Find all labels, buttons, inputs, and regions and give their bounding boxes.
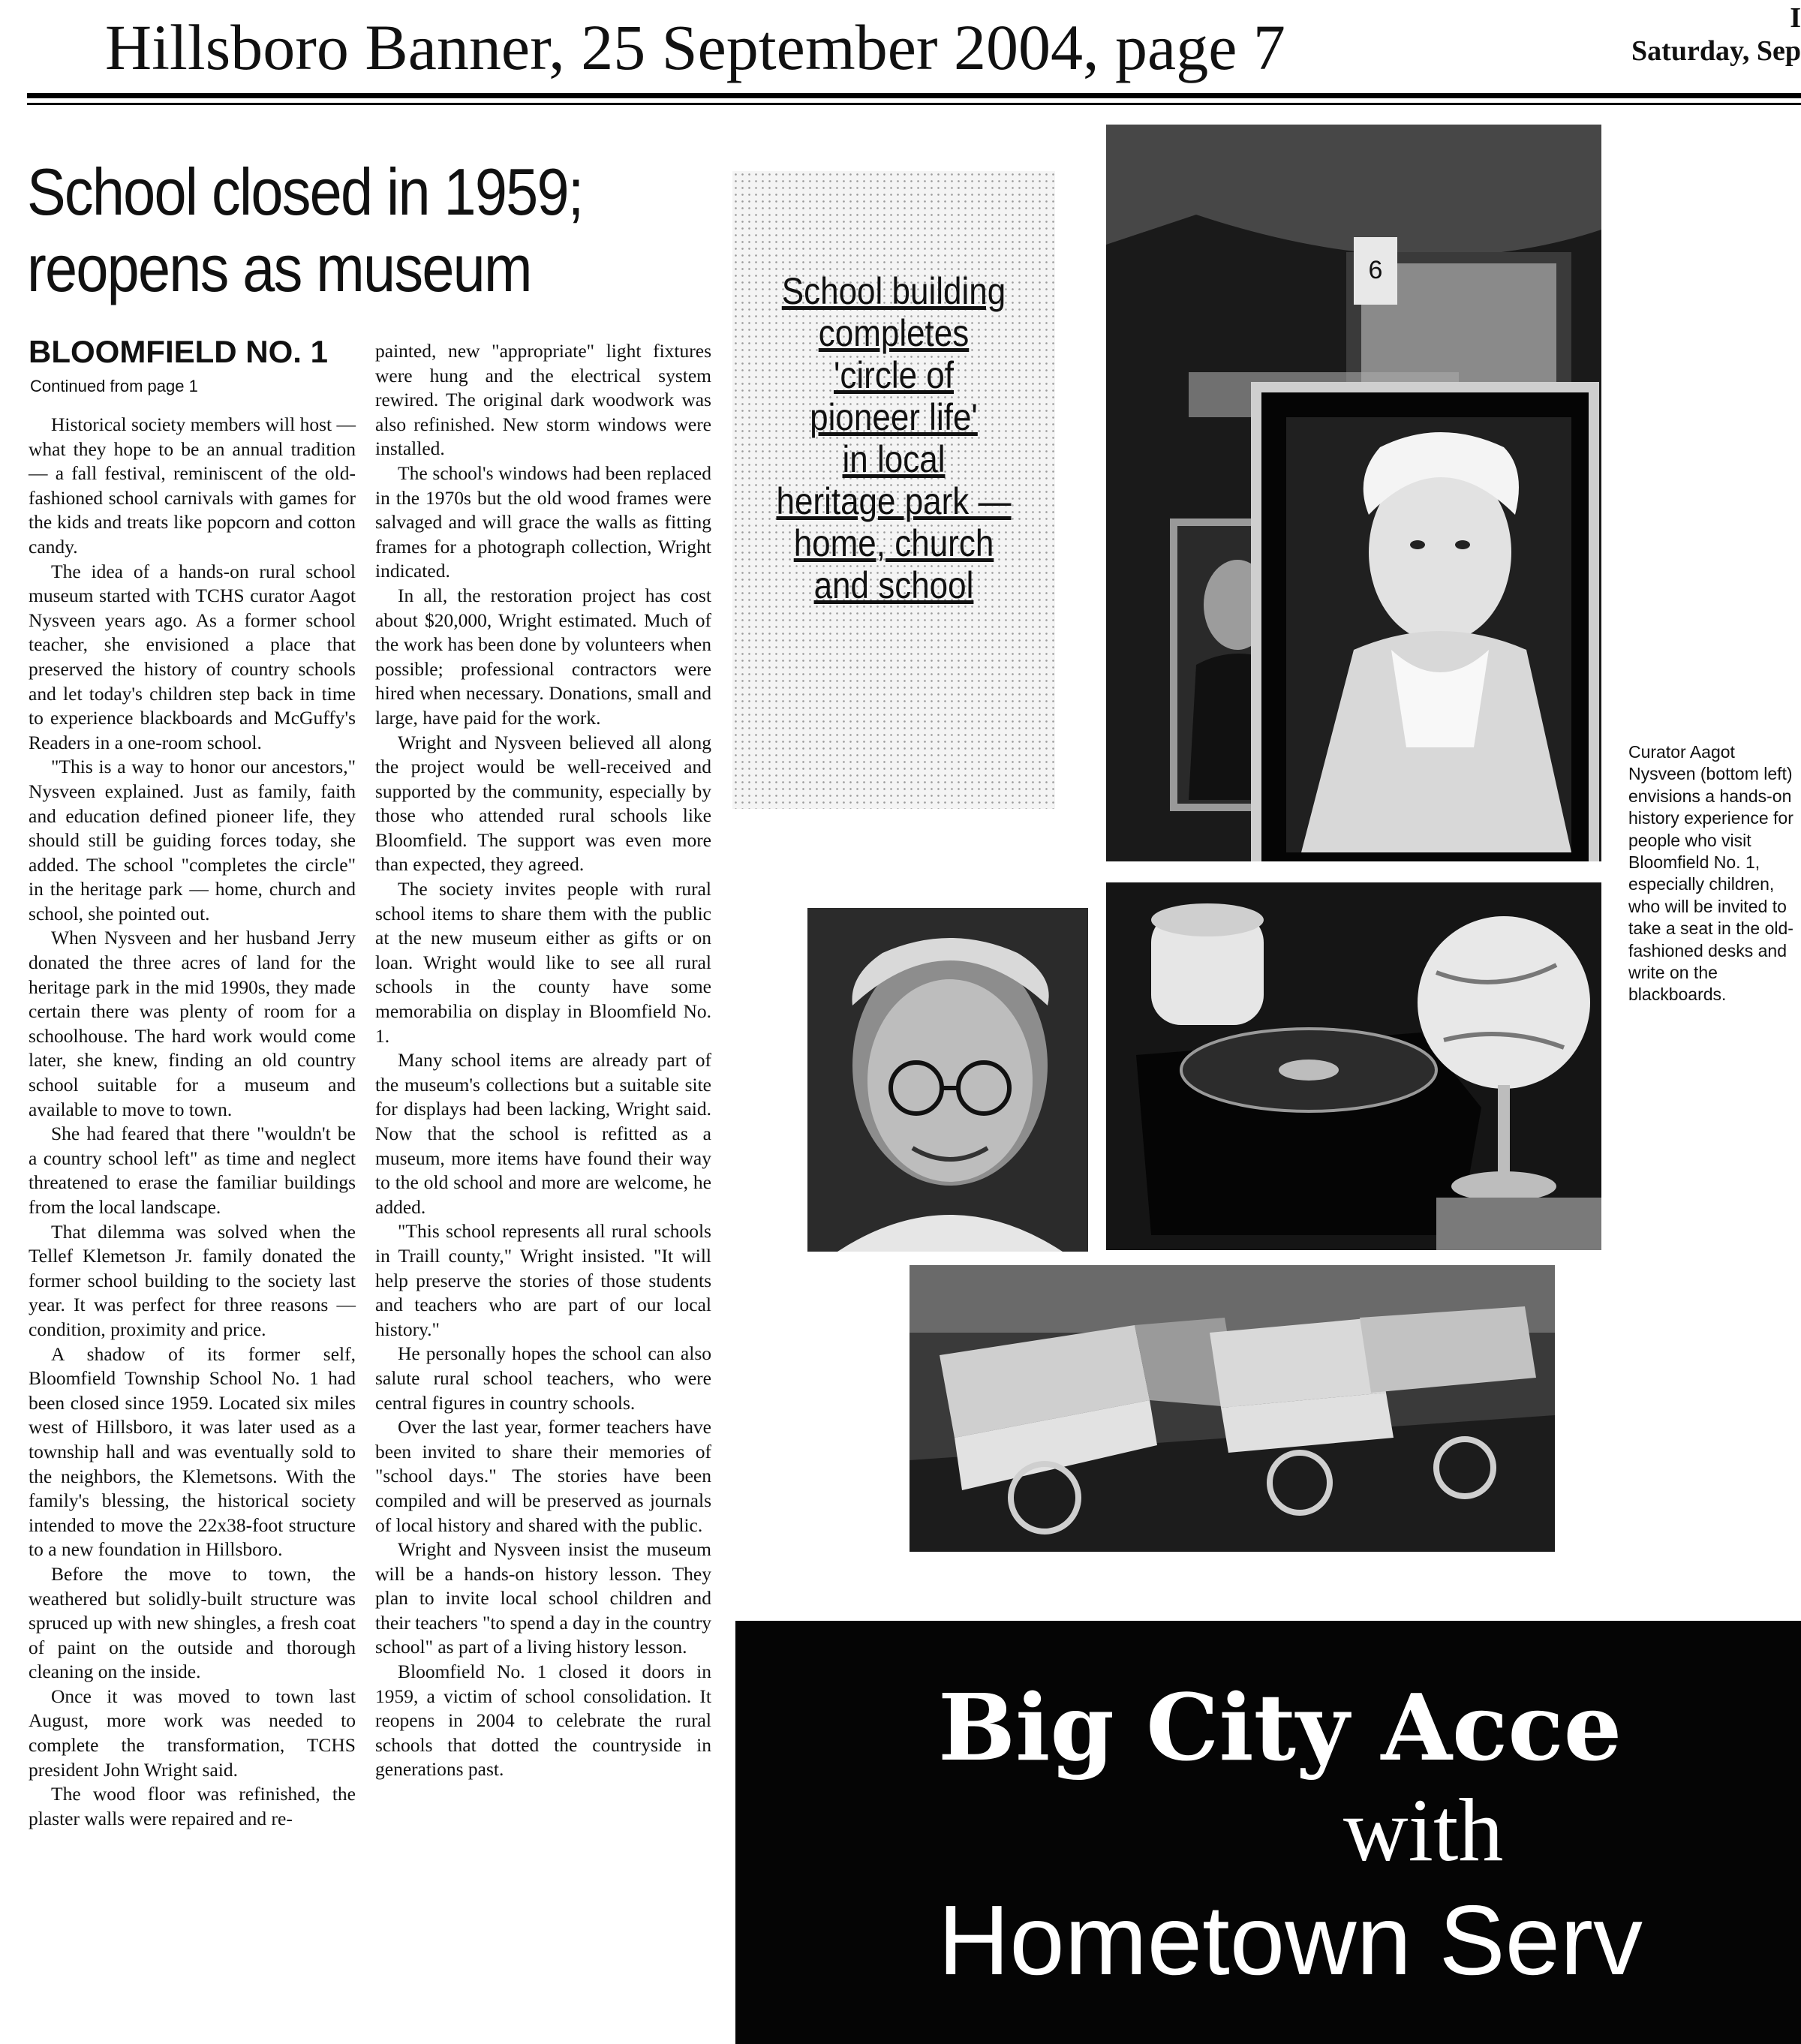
ad-line-1: Big City Acce [938, 1673, 1622, 1781]
paragraph: painted, new "appropriate" light fixtures were hung and the electrical system rewired. The original dark woodwork was also refinished. New storm windows were installed. [375, 340, 711, 460]
article-column-2 [375, 339, 711, 1782]
paragraph: Wright and Nysveen believed all along the project would be well-received and supported by the community, especially by those who attended rural schools like Bloomfield. The support was even more than expected, they agreed. [375, 731, 711, 876]
paragraph: "This is a way to honor our ancestors," Nysveen explained. Just as family, faith and education defined pioneer life, they should still be guiding forces today, she added. The school "completes the circle" in the heritage park — home, church and school, she pointed out. [29, 756, 356, 924]
page-header-title: Hillsboro Banner, 25 September 2004, page 7 [105, 11, 1285, 83]
pull-quote-line: 'circle of [834, 354, 954, 396]
article-kicker: BLOOMFIELD NO. 1 [29, 334, 328, 369]
phonograph-image [1106, 882, 1601, 1250]
pull-quote [759, 270, 1027, 606]
paragraph: Historical society members will host — what they hope to be an annual tradition — a fall festival, reminiscent of the old-fashioned school carnivals with games for the kids and treats like popcorn and cotton candy. [29, 413, 356, 558]
paragraph: Bloomfield No. 1 closed it doors in 1959, a victim of school consolidation. It reopens in 2004 to celebrate the rural schools that dotted the countryside in generations past. [375, 1661, 711, 1781]
header-dateline: Saturday, Sep [1631, 35, 1801, 67]
continued-note: Continued from page 1 [30, 377, 198, 395]
pull-quote-line: in local [842, 438, 946, 480]
paragraph: The society invites people with rural school items to share them with the public at the new museum either as gifts or on loan. Wright would like to see all rural schools in the county have some memorabilia on display in Bloomfield No. 1. [375, 878, 711, 1047]
paragraph: That dilemma was solved when the Tellef Klemetson Jr. family donated the former school building to the society last year. It was perfect for three reasons — condition, proximity and price. [29, 1220, 356, 1340]
article-column-1 [29, 413, 356, 1831]
paragraph: When Nysveen and her husband Jerry donated the three acres of land for the heritage park in the mid 1990s, they made certain there was plenty of room for a schoolhouse. The hard work would come later, she knew, finding an old country school suitable for a museum and available to move to town. [29, 927, 356, 1120]
photo-curator [807, 908, 1088, 1252]
ad-line-2: with [1343, 1780, 1504, 1880]
pull-quote-line: heritage park — [776, 480, 1012, 522]
paragraph: In all, the restoration project has cost about $20,000, Wright estimated. Much of the work has been done by volunteers when possible; professional contractors were hired when necessary. Donations, small and large, have paid for the work. [375, 584, 711, 729]
photo-caption: Curator Aagot Nysveen (bottom left) envisions a hands-on history experience for people who visit Bloomfield No. 1, especially children, who will be invited to take a seat in the old-fashioned desks and write on the blackboards. [1628, 742, 1793, 1005]
masthead-rule-thin [27, 103, 1801, 105]
header-edge-letter: I [1790, 2, 1801, 34]
paragraph: Once it was moved to town last August, more work was needed to complete the transformation, TCHS president John Wright said. [29, 1685, 356, 1781]
paragraph: The idea of a hands-on rural school museum started with TCHS curator Aagot Nysveen years ago. As a former school teacher, she envisioned a place that preserved the history of country schools and let today's children step back in time to experience blackboards and McGuffy's Readers in a one-room school. [29, 560, 356, 753]
photo-tag-number: 6 [1368, 256, 1383, 284]
curator-image [807, 908, 1088, 1252]
pull-quote-line: School building [781, 270, 1006, 312]
paragraph: Before the move to town, the weathered but solidly-built structure was spruced up with new shingles, a fresh coat of paint on the outside and thorough cleaning on the inside. [29, 1562, 356, 1683]
header-date [1598, 2, 1801, 68]
paragraph: The wood floor was refinished, the plaster walls were repaired and re- [29, 1783, 356, 1829]
paragraph: Many school items are already part of the museum's collections but a suitable site for displays had been lacking, Wright said. Now that the school is refitted as a museum, more items have found their way to the old school and more are welcome, he added. [375, 1049, 711, 1218]
masthead-rule-thick [27, 93, 1801, 98]
desks-image [910, 1265, 1555, 1552]
photo-portraits [1106, 125, 1601, 861]
article-headline [27, 154, 641, 307]
pull-quote-line: completes [818, 312, 970, 354]
paragraph: Wright and Nysveen insist the museum will be a hands-on history lesson. They plan to invite local school children and their teachers "to spend a day in the country school" as part of a living history lesson. [375, 1538, 712, 1658]
paragraph: Over the last year, former teachers have been invited to share their memories of "school days." The stories have been compiled and will be preserved as journals of local history and shared with the public. [375, 1416, 711, 1536]
photo-phonograph-globe [1106, 882, 1601, 1250]
paragraph: "This school represents all rural schools in Traill county," Wright insisted. "It will help preserve the stories of those students and teachers who are part of our local history." [375, 1220, 711, 1340]
pull-quote-line: and school [813, 564, 974, 606]
paragraph: The school's windows had been replaced in the 1970s but the old wood frames were salvaged and will grace the walls as fitting frames for a photograph collection, Wright indicated. [375, 461, 711, 582]
paragraph: A shadow of its former self, Bloomfield Township School No. 1 had been closed since 1959. Located six miles west of Hillsboro, it was later used as a township hall and was eventually sold to the neighbors, the Klemetsons. With the family's blessing, the historical society intended to move the 22x38-foot structure to a new foundation in Hillsboro. [29, 1342, 356, 1561]
paragraph: He personally hopes the school can also salute rural school teachers, who were central figures in country schools. [375, 1342, 711, 1414]
ad-line-3: Hometown Serv [938, 1885, 1643, 1995]
headline-line-1: School closed in 1959; [27, 155, 583, 229]
photo-school-desks [910, 1265, 1555, 1552]
pull-quote-line: home, church [793, 522, 994, 564]
portraits-image [1106, 125, 1601, 861]
headline-line-2: reopens as museum [27, 231, 531, 305]
pull-quote-line: pioneer life' [810, 396, 978, 438]
paragraph: She had feared that there "wouldn't be a country school left" as time and neglect threatened to erase the familiar buildings from the local landscape. [29, 1123, 356, 1218]
